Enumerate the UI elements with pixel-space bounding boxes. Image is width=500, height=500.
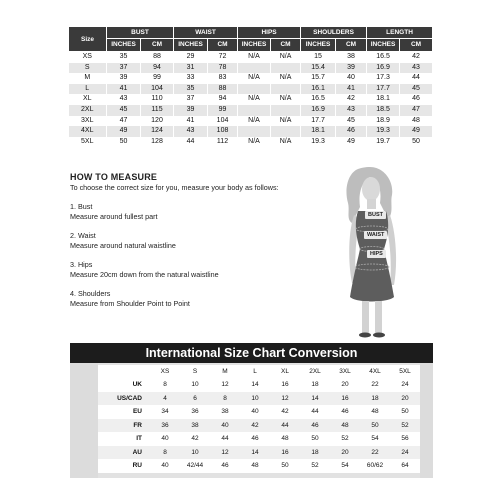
conversion-cell: 40 xyxy=(240,405,270,419)
group-header-shoulders: SHOULDERS xyxy=(301,27,367,39)
conversion-size-label: 2XL xyxy=(300,365,330,378)
size-cell xyxy=(238,126,271,137)
conversion-cell: 24 xyxy=(390,446,420,460)
size-row xyxy=(69,116,433,127)
step-description: Measure around natural waistline xyxy=(70,241,176,250)
size-row xyxy=(69,73,433,84)
conversion-cell: 50 xyxy=(390,405,420,419)
conversion-cell: 48 xyxy=(240,459,270,473)
conversion-size-label: 4XL xyxy=(360,365,390,378)
size-cell: 29 xyxy=(174,52,208,63)
size-cell: 42 xyxy=(400,52,433,63)
size-cell: 18.5 xyxy=(367,105,400,116)
conversion-cell: 22 xyxy=(360,446,390,460)
conversion-cell: 16 xyxy=(270,378,300,392)
size-cell: 124 xyxy=(141,126,174,137)
size-cell xyxy=(238,105,271,116)
size-label: 3XL xyxy=(69,116,107,127)
size-cell xyxy=(238,63,271,74)
unit-header: CM xyxy=(400,39,433,52)
size-cell: 33 xyxy=(174,73,208,84)
step-name: 4. Shoulders xyxy=(70,289,111,298)
size-cell: 47 xyxy=(400,105,433,116)
size-cell: 115 xyxy=(141,105,174,116)
size-cell: 19.3 xyxy=(367,126,400,137)
size-table-body xyxy=(69,52,433,148)
conversion-cell: 8 xyxy=(150,378,180,392)
conversion-cell: 42/44 xyxy=(180,459,210,473)
size-cell xyxy=(238,84,271,95)
size-cell: 40 xyxy=(336,73,367,84)
conversion-region: US/CAD xyxy=(98,392,150,406)
conversion-cell: 12 xyxy=(210,378,240,392)
size-cell: 43 xyxy=(336,105,367,116)
conversion-cell: 46 xyxy=(330,405,360,419)
size-label: XL xyxy=(69,94,107,105)
conversion-size-label: 3XL xyxy=(330,365,360,378)
conversion-size-label: XS xyxy=(150,365,180,378)
size-label: 5XL xyxy=(69,137,107,148)
conversion-cell: 24 xyxy=(390,378,420,392)
size-cell: 17.7 xyxy=(367,84,400,95)
conversion-cell: 40 xyxy=(150,432,180,446)
measure-step-waist xyxy=(70,231,350,251)
size-cell: 16.1 xyxy=(301,84,336,95)
conversion-cell: 56 xyxy=(390,432,420,446)
conversion-row xyxy=(98,432,420,446)
how-to-measure-title: HOW TO MEASURE xyxy=(70,172,158,182)
size-cell: 45 xyxy=(400,84,433,95)
size-cell: 50 xyxy=(107,137,141,148)
conversion-cell: 12 xyxy=(210,446,240,460)
size-cell: 38 xyxy=(336,52,367,63)
conversion-cell: 20 xyxy=(390,392,420,406)
unit-header: CM xyxy=(336,39,367,52)
size-cell: 39 xyxy=(336,63,367,74)
size-table-unit-header xyxy=(69,39,433,52)
unit-header: INCHES xyxy=(301,39,336,52)
conversion-cell: 44 xyxy=(270,419,300,433)
conversion-cell: 18 xyxy=(360,392,390,406)
conversion-cell: 10 xyxy=(240,392,270,406)
size-label: XS xyxy=(69,52,107,63)
step-description: Measure from Shoulder Point to Point xyxy=(70,299,190,308)
conversion-cell: 12 xyxy=(270,392,300,406)
size-cell: 31 xyxy=(174,63,208,74)
size-cell: 17.7 xyxy=(301,116,336,127)
conversion-cell: 38 xyxy=(210,405,240,419)
size-cell: 16.9 xyxy=(301,105,336,116)
conversion-cell: 54 xyxy=(360,432,390,446)
size-cell: N/A xyxy=(238,137,271,148)
size-column-header: Size xyxy=(69,27,107,52)
conversion-cell: 4 xyxy=(150,392,180,406)
model-figure xyxy=(318,163,428,341)
size-cell: 94 xyxy=(141,63,174,74)
size-row xyxy=(69,105,433,116)
size-cell: 94 xyxy=(208,94,238,105)
size-cell: 47 xyxy=(107,116,141,127)
conversion-cell: 64 xyxy=(390,459,420,473)
conversion-row xyxy=(98,459,420,473)
conversion-size-label: S xyxy=(180,365,210,378)
step-description: Measure 20cm down from the natural waistline xyxy=(70,270,219,279)
conversion-table-body xyxy=(98,378,420,473)
conversion-cell: 60/62 xyxy=(360,459,390,473)
size-cell: 78 xyxy=(208,63,238,74)
size-label: S xyxy=(69,63,107,74)
conversion-corner xyxy=(98,365,150,378)
size-cell: N/A xyxy=(238,73,271,84)
conversion-cell: 52 xyxy=(330,432,360,446)
size-cell: 41 xyxy=(336,84,367,95)
size-cell: 15.7 xyxy=(301,73,336,84)
conversion-row xyxy=(98,405,420,419)
size-cell: 39 xyxy=(107,73,141,84)
size-label: L xyxy=(69,84,107,95)
conversion-size-label: L xyxy=(240,365,270,378)
size-row xyxy=(69,84,433,95)
conversion-cell: 48 xyxy=(360,405,390,419)
size-table-group-header xyxy=(69,27,433,39)
size-row xyxy=(69,52,433,63)
size-cell: N/A xyxy=(271,137,301,148)
size-cell: 18.9 xyxy=(367,116,400,127)
size-cell: 88 xyxy=(208,84,238,95)
conversion-size-header xyxy=(98,365,420,378)
size-cell: 99 xyxy=(208,105,238,116)
size-cell: 37 xyxy=(174,94,208,105)
conversion-cell: 34 xyxy=(150,405,180,419)
conversion-cell: 50 xyxy=(300,432,330,446)
size-cell: 128 xyxy=(141,137,174,148)
size-cell: 49 xyxy=(400,126,433,137)
conversion-cell: 8 xyxy=(150,446,180,460)
conversion-section xyxy=(70,343,433,478)
size-cell: 48 xyxy=(400,116,433,127)
size-cell: 16.5 xyxy=(367,52,400,63)
size-cell: N/A xyxy=(271,94,301,105)
conversion-cell: 10 xyxy=(180,378,210,392)
size-label: 4XL xyxy=(69,126,107,137)
group-header-bust: BUST xyxy=(107,27,174,39)
conversion-title: International Size Chart Conversion xyxy=(70,343,433,363)
measure-step-bust xyxy=(70,202,350,222)
conversion-cell: 46 xyxy=(300,419,330,433)
size-cell: 19.3 xyxy=(301,137,336,148)
conversion-right-band xyxy=(420,363,433,478)
conversion-cell: 48 xyxy=(270,432,300,446)
size-cell: 110 xyxy=(141,94,174,105)
size-cell: 120 xyxy=(141,116,174,127)
step-description: Measure around fullest part xyxy=(70,212,158,221)
conversion-cell: 44 xyxy=(300,405,330,419)
step-name: 3. Hips xyxy=(70,260,93,269)
size-cell: N/A xyxy=(271,52,301,63)
size-cell: 88 xyxy=(141,52,174,63)
size-cell: 43 xyxy=(400,63,433,74)
conversion-left-band xyxy=(70,363,98,478)
unit-header: CM xyxy=(141,39,174,52)
size-cell: 112 xyxy=(208,137,238,148)
conversion-cell: 50 xyxy=(360,419,390,433)
conversion-region: EU xyxy=(98,405,150,419)
size-cell: N/A xyxy=(238,116,271,127)
conversion-cell: 42 xyxy=(180,432,210,446)
size-row xyxy=(69,137,433,148)
size-cell: 44 xyxy=(400,73,433,84)
size-cell: 104 xyxy=(208,116,238,127)
conversion-cell: 50 xyxy=(270,459,300,473)
size-cell: 43 xyxy=(107,94,141,105)
conversion-cell: 52 xyxy=(300,459,330,473)
conversion-size-label: 5XL xyxy=(390,365,420,378)
conversion-cell: 38 xyxy=(180,419,210,433)
size-cell: 45 xyxy=(336,116,367,127)
unit-header: CM xyxy=(271,39,301,52)
conversion-region: AU xyxy=(98,446,150,460)
conversion-row xyxy=(98,378,420,392)
size-cell: 72 xyxy=(208,52,238,63)
size-cell xyxy=(271,105,301,116)
size-cell: 83 xyxy=(208,73,238,84)
size-cell: N/A xyxy=(271,73,301,84)
conversion-cell: 40 xyxy=(210,419,240,433)
conversion-cell: 40 xyxy=(150,459,180,473)
conversion-cell: 46 xyxy=(240,432,270,446)
conversion-cell: 54 xyxy=(330,459,360,473)
conversion-cell: 52 xyxy=(390,419,420,433)
size-row xyxy=(69,126,433,137)
conversion-cell: 46 xyxy=(210,459,240,473)
size-cell: 50 xyxy=(400,137,433,148)
size-cell: 35 xyxy=(107,52,141,63)
size-row xyxy=(69,94,433,105)
size-cell: 108 xyxy=(208,126,238,137)
group-header-waist: WAIST xyxy=(174,27,238,39)
conversion-region: FR xyxy=(98,419,150,433)
conversion-cell: 14 xyxy=(240,378,270,392)
conversion-cell: 14 xyxy=(240,446,270,460)
conversion-cell: 44 xyxy=(210,432,240,446)
conversion-cell: 14 xyxy=(300,392,330,406)
size-cell xyxy=(271,126,301,137)
group-header-hips: HIPS xyxy=(238,27,301,39)
size-cell: 39 xyxy=(174,105,208,116)
conversion-cell: 6 xyxy=(180,392,210,406)
group-header-length: LENGTH xyxy=(367,27,433,39)
size-cell: 99 xyxy=(141,73,174,84)
size-cell: 16.5 xyxy=(301,94,336,105)
measure-step-shoulders xyxy=(70,289,350,309)
unit-header: INCHES xyxy=(367,39,400,52)
size-cell: N/A xyxy=(238,52,271,63)
size-cell: 37 xyxy=(107,63,141,74)
size-label: M xyxy=(69,73,107,84)
size-cell xyxy=(271,63,301,74)
step-name: 2. Waist xyxy=(70,231,96,240)
conversion-cell: 18 xyxy=(300,378,330,392)
size-cell: 42 xyxy=(336,94,367,105)
size-cell: 41 xyxy=(174,116,208,127)
conversion-cell: 18 xyxy=(300,446,330,460)
size-cell: 44 xyxy=(174,137,208,148)
size-cell: 18.1 xyxy=(301,126,336,137)
size-cell xyxy=(271,84,301,95)
conversion-row xyxy=(98,392,420,406)
size-row xyxy=(69,63,433,74)
size-cell: 18.1 xyxy=(367,94,400,105)
size-cell: 15.4 xyxy=(301,63,336,74)
unit-header: INCHES xyxy=(107,39,141,52)
conversion-region: RU xyxy=(98,459,150,473)
conversion-cell: 48 xyxy=(330,419,360,433)
size-cell: 104 xyxy=(141,84,174,95)
size-cell: 49 xyxy=(107,126,141,137)
bust-tag: BUST xyxy=(365,211,386,219)
size-label: 2XL xyxy=(69,105,107,116)
measure-step-hips xyxy=(70,260,350,280)
size-cell: 15 xyxy=(301,52,336,63)
conversion-cell: 36 xyxy=(150,419,180,433)
conversion-cell: 20 xyxy=(330,378,360,392)
unit-header: CM xyxy=(208,39,238,52)
size-cell: 43 xyxy=(174,126,208,137)
size-cell: N/A xyxy=(271,116,301,127)
size-cell: 41 xyxy=(107,84,141,95)
unit-header: INCHES xyxy=(238,39,271,52)
size-cell: 35 xyxy=(174,84,208,95)
size-cell: 46 xyxy=(336,126,367,137)
conversion-cell: 16 xyxy=(330,392,360,406)
size-table xyxy=(68,26,433,147)
size-cell: 49 xyxy=(336,137,367,148)
conversion-region: UK xyxy=(98,378,150,392)
size-cell: N/A xyxy=(238,94,271,105)
conversion-row xyxy=(98,419,420,433)
conversion-size-label: XL xyxy=(270,365,300,378)
size-cell: 16.9 xyxy=(367,63,400,74)
size-cell: 45 xyxy=(107,105,141,116)
conversion-table xyxy=(98,365,420,473)
size-cell: 17.3 xyxy=(367,73,400,84)
conversion-cell: 10 xyxy=(180,446,210,460)
hips-tag: HIPS xyxy=(367,250,386,258)
conversion-cell: 8 xyxy=(210,392,240,406)
waist-tag: WAIST xyxy=(364,231,387,239)
how-to-measure-section xyxy=(70,172,350,309)
conversion-cell: 16 xyxy=(270,446,300,460)
conversion-cell: 42 xyxy=(270,405,300,419)
size-cell: 46 xyxy=(400,94,433,105)
how-to-measure-intro: To choose the correct size for you, measure your body as follows: xyxy=(70,183,279,192)
size-cell: 19.7 xyxy=(367,137,400,148)
step-name: 1. Bust xyxy=(70,202,93,211)
conversion-cell: 22 xyxy=(360,378,390,392)
conversion-cell: 36 xyxy=(180,405,210,419)
conversion-region: IT xyxy=(98,432,150,446)
conversion-size-label: M xyxy=(210,365,240,378)
conversion-cell: 42 xyxy=(240,419,270,433)
unit-header: INCHES xyxy=(174,39,208,52)
conversion-row xyxy=(98,446,420,460)
conversion-cell: 20 xyxy=(330,446,360,460)
